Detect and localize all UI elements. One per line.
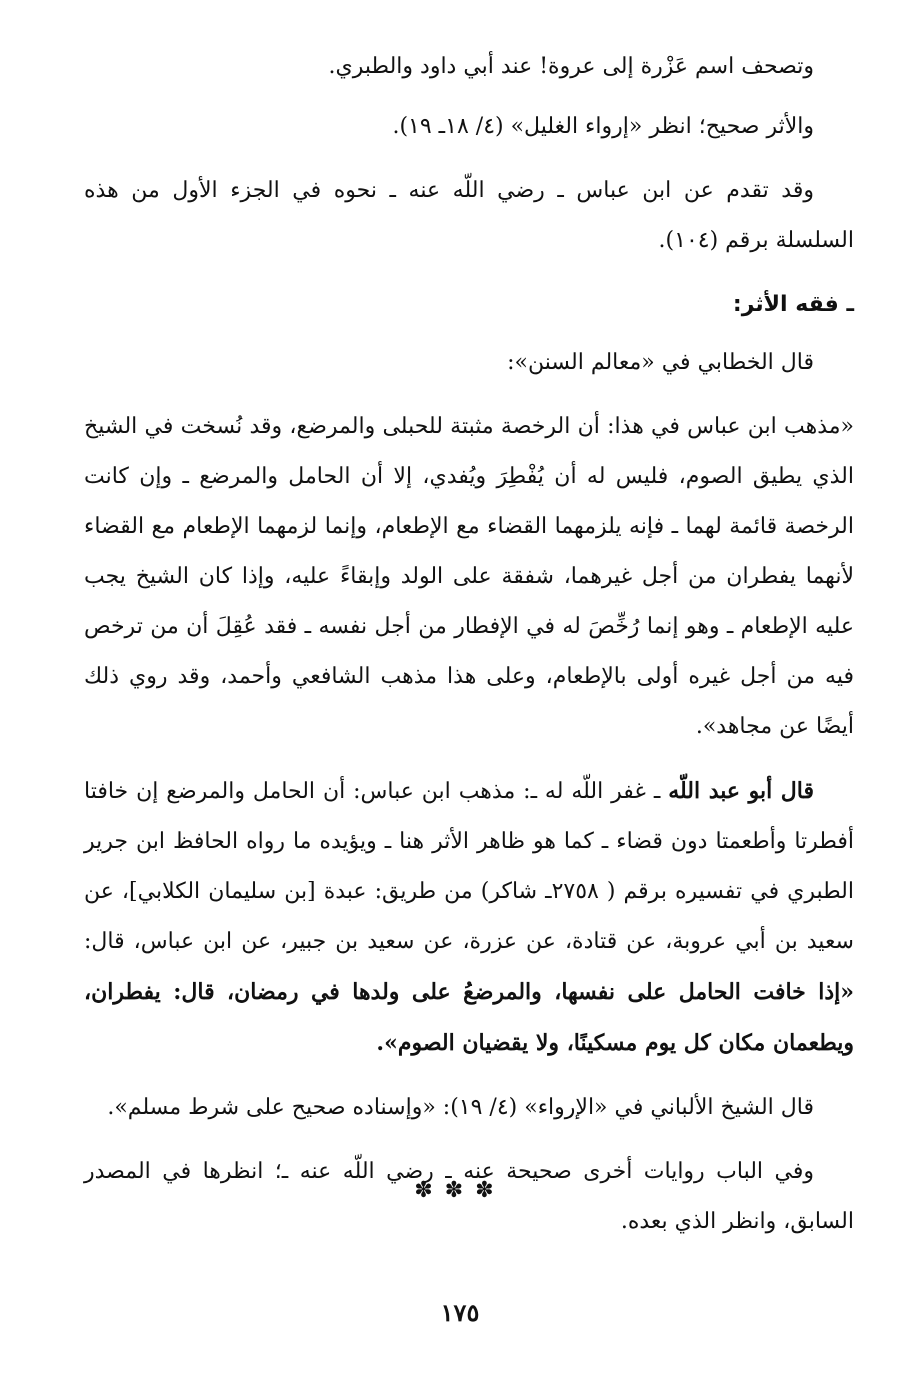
section-divider-ornament: ✽✽✽	[414, 1178, 506, 1203]
quote-paragraph: «مذهب ابن عباس في هذا: أن الرخصة مثبتة للحبلى والمرضع، وقد نُسخت في الشيخ الذي يطيق الصوم، فليس له أن يُفْطِرَ ويُفدي، إلا أن الحامل والمرضع ـ وإن كانت الرخصة قائمة لهما ـ فإنه يلزمهما القضاء مع الإطعام، وإنما لزمهما الإطعام مع القضاء لأنهما يفطران من أجل غيرهما، شفقة على الولد وإبقاءً عليه، وإذا كان الشيخ يجب عليه الإطعام ـ وهو إنما رُخِّصَ له في الإفطار من أجل نفسه ـ فقد عُقِلَ أن من ترخص فيه من أجل غيره أولى بالإطعام، وعلى هذا مذهب الشافعي وأحمد، وقد روي ذلك أيضًا عن مجاهد».	[84, 414, 854, 739]
hadith-quote: «إذا خافت الحامل على نفسها، والمرضعُ على ولدها في رمضان، قال: يفطران، ويطعمان مكان كل يوم مسكينًا، ولا يقضيان الصوم».	[84, 979, 854, 1056]
paragraph-6-body: ـ غفر اللّه له ـ: مذهب ابن عباس: أن الحامل والمرضع إن خافتا أفطرتا وأطعمتا دون قضاء ـ كما هو ظاهر الأثر هنا ـ ويؤيده ما رواه الحافظ ابن جرير الطبري في تفسيره برقم ( ٢٧٥٨ـ شاكر) من طريق: عبدة [بن سليمان الكلابي]، عن سعيد بن أبي عروبة، عن قتادة، عن عزرة، عن سعيد بن جبير، عن ابن عباس، قال:	[84, 779, 854, 954]
paragraph-3: وقد تقدم عن ابن عباس ـ رضي اللّه عنه ـ نحوه في الجزء الأول من هذه السلسلة برقم (١٠٤).	[84, 178, 854, 253]
paragraph-4: قال الخطابي في «معالم السنن»:	[507, 350, 814, 375]
paragraph-8: وفي الباب روايات أخرى صحيحة عنه ـ رضي اللّه عنه ـ؛ انظرها في المصدر السابق، وانظر الذي بعده.	[84, 1159, 854, 1234]
paragraph-7: قال الشيخ الألباني في «الإرواء» (٤/ ١٩): «وإسناده صحيح على شرط مسلم».	[107, 1095, 814, 1120]
body-text	[84, 42, 854, 1261]
paragraph-2: والأثر صحيح؛ انظر «إرواء الغليل» (٤/ ١٨ـ ١٩).	[392, 114, 814, 139]
page-number: ١٧٥	[440, 1298, 480, 1327]
paragraph-1: وتصحف اسم عَزْرة إلى عروة! عند أبي داود والطبري.	[328, 54, 814, 79]
section-heading: ـ فقه الأثر:	[732, 292, 854, 317]
paragraph-6	[84, 766, 854, 1069]
author-name: قال أبو عبد اللّه	[668, 778, 814, 804]
